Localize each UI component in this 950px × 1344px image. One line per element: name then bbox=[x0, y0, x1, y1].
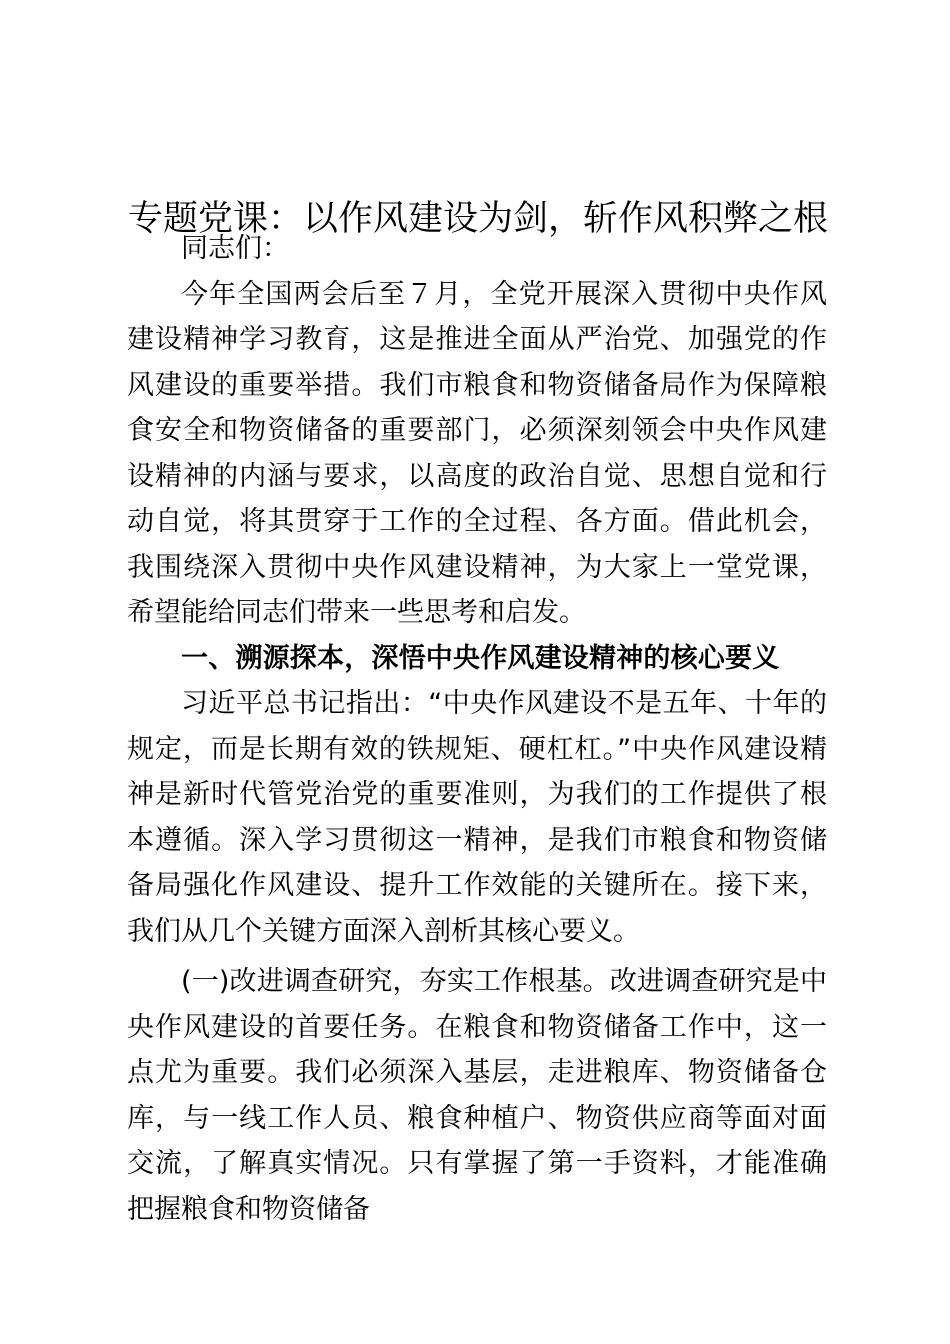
paragraph-intro: 今年全国两会后至７月，全党开展深入贯彻中央作风建设精神学习教育，这是推进全面从严治党、加强党的作风建设的重要举措。我们市粮食和物资储备局作为保障粮食安全和物资储备的重要部门，必须深刻领会中央作风建设精神的内涵与要求，以高度的政治自觉、思想自觉和行动自觉，将其贯穿于工作的全过程、各方面。借此机会，我围绕深入贯彻中央作风建设精神，为大家上一堂党课，希望能给同志们带来一些思考和启发。 bbox=[127, 278, 827, 628]
document-title: 专题党课：以作风建设为剑，斩作风积弊之根 bbox=[128, 199, 829, 240]
paragraph-section-1: 习近平总书记指出：“中央作风建设不是五年、十年的规定，而是长期有效的铁规矩、硬杠杠。”中央作风建设精神是新时代管党治党的重要准则，为我们的工作提供了根本遵循。深入学习贯彻这一精神，是我们市粮食和物资储备局强化作风建设、提升工作效能的关键所在。接下来，我们从几个关键方面深入剖析其核心要义。 bbox=[127, 688, 827, 947]
paragraph-subsection-1: (一)改进调查研究，夯实工作根基。改进调查研究是中央作风建设的首要任务。在粮食和物资储备工作中，这一点尤为重要。我们必须深入基层，走进粮库、物资储备仓库，与一线工作人员、粮食种植户、物资供应商等面对面交流，了解真实情况。只有掌握了第一手资料，才能准确把握粮食和物资储备 bbox=[127, 966, 827, 1225]
salutation: 同志们： bbox=[181, 233, 289, 264]
document-body bbox=[127, 226, 827, 1232]
section-heading-1: 一、溯源探本，深悟中央作风建设精神的核心要义 bbox=[181, 642, 780, 674]
